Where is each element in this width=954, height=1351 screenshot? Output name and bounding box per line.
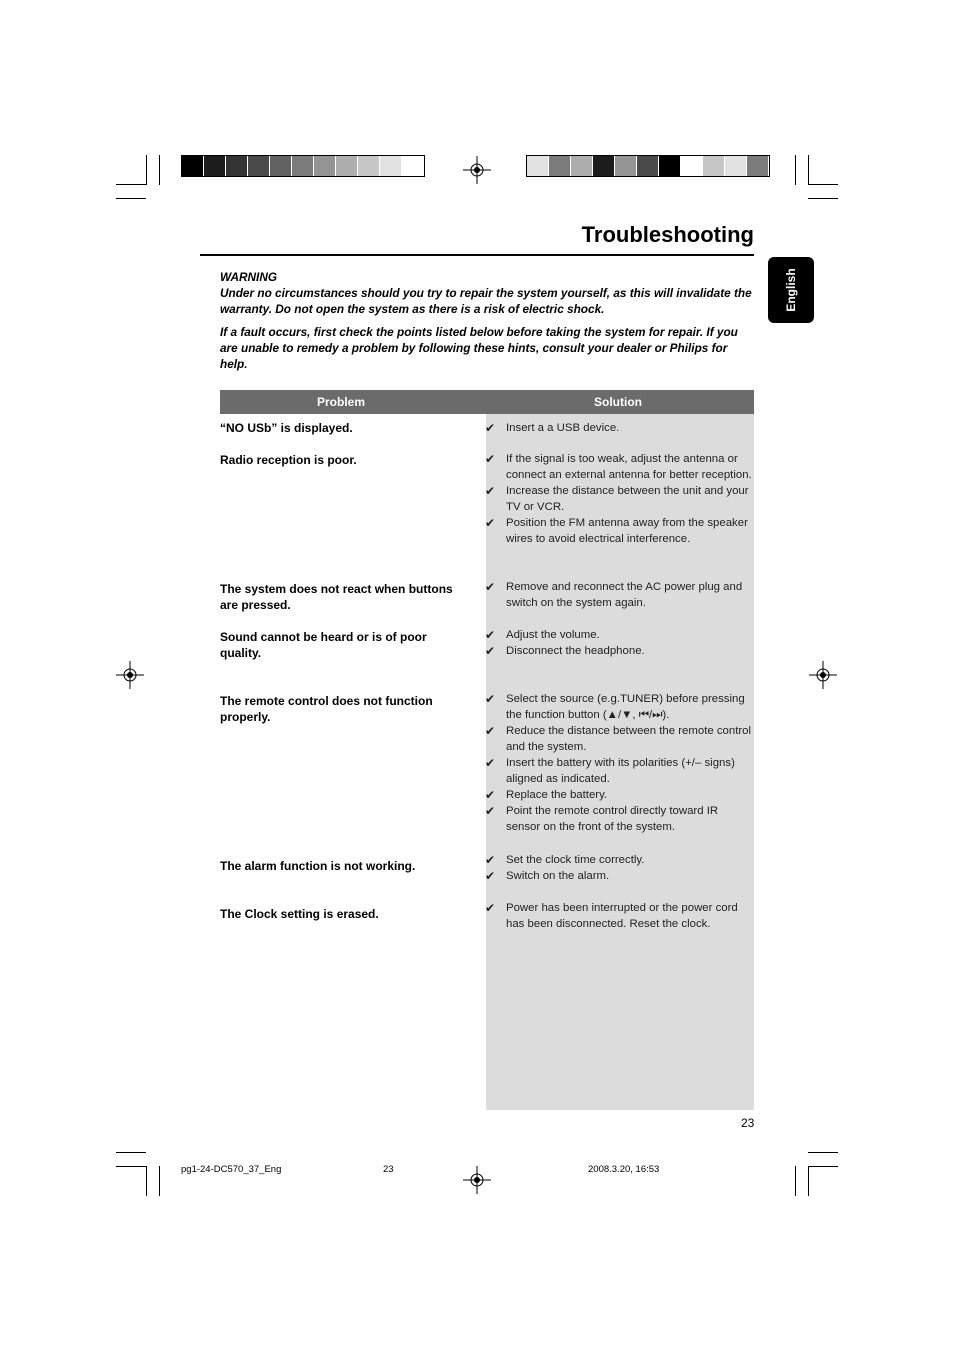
check-icon: ✔ [485,628,496,642]
footer-datetime: 2008.3.20, 16:53 [588,1164,660,1175]
solution-item: ✔ Switch on the alarm. [485,869,610,883]
footer-page: 23 [383,1164,394,1175]
solution-item: ✔ Insert the battery with its polarities (+/– signs) aligned as indicated. [485,756,735,785]
solution-item: ✔ Disconnect the headphone. [485,644,645,658]
problem-text: Sound cannot be heard or is of poor quality. [220,630,427,660]
color-swatch [336,156,358,176]
title-divider [200,254,754,256]
solution-item: ✔ If the signal is too weak, adjust the antenna or connect an external antenna for better reception. [485,452,752,481]
check-icon: ✔ [485,724,496,738]
column-header-problem: Problem [317,395,366,409]
color-swatch [314,156,336,176]
color-swatch [402,156,424,176]
solution-list [485,579,753,611]
solution-list [485,691,753,835]
check-icon: ✔ [485,804,496,818]
color-swatch [292,156,314,176]
solution-item: ✔ Adjust the volume. [485,628,600,642]
solution-item: ✔ Replace the battery. [485,788,608,802]
color-swatch [659,156,681,176]
language-tab-label: English [784,268,798,312]
registration-mark-top [463,156,491,184]
color-swatch [549,156,571,176]
check-icon: ✔ [485,580,496,594]
color-swatch [380,156,402,176]
solution-item: ✔ Select the source (e.g.TUNER) before pressing the function button (▲/▼, ⏮/⏭). [485,692,745,721]
check-icon: ✔ [485,644,496,658]
color-swatch [527,156,549,176]
solution-item: ✔ Insert a a USB device. [485,421,620,435]
registration-mark-right [809,661,837,689]
color-swatch [204,156,226,176]
problem-text: The remote control does not function properly. [220,694,433,724]
color-swatch [637,156,659,176]
warning-body: Under no circumstances should you try to repair the system yourself, as this will invalidate the warranty. Do not open the system as there is a risk of electric shock. [220,286,752,316]
check-icon: ✔ [485,853,496,867]
footer-filename: pg1-24-DC570_37_Eng [181,1164,282,1175]
color-swatch [615,156,637,176]
check-icon: ✔ [485,516,496,530]
check-icon: ✔ [485,869,496,883]
check-icon: ✔ [485,788,496,802]
solution-item: ✔ Point the remote control directly toward IR sensor on the front of the system. [485,804,719,833]
solution-list [485,420,753,436]
problem-text: The system does not react when buttons are pressed. [220,582,453,612]
color-swatch [226,156,248,176]
color-swatch [593,156,615,176]
color-swatch [571,156,593,176]
registration-mark-bottom [463,1166,491,1194]
solution-item: ✔ Power has been interrupted or the power cord has been disconnected. Reset the clock. [485,901,738,930]
color-swatch [182,156,204,176]
check-icon: ✔ [485,421,496,435]
solution-item: ✔ Remove and reconnect the AC power plug and switch on the system again. [485,580,743,609]
color-swatch [358,156,380,176]
page-title: Troubleshooting [581,222,754,247]
color-swatch [270,156,292,176]
check-icon: ✔ [485,692,496,706]
check-icon: ✔ [485,452,496,466]
check-icon: ✔ [485,484,496,498]
problem-text: “NO USb” is displayed. [220,421,353,435]
solution-list [485,852,753,884]
warning-heading: WARNING [220,270,278,284]
table-header [220,390,754,414]
language-tab [768,257,814,323]
color-swatch [703,156,725,176]
solution-list [485,627,753,659]
solution-item: ✔ Set the clock time correctly. [485,853,645,867]
problem-text: Radio reception is poor. [220,453,357,467]
problem-text: The Clock setting is erased. [220,907,379,921]
check-icon: ✔ [485,901,496,915]
solution-item: ✔ Position the FM antenna away from the speaker wires to avoid electrical interference. [485,516,748,545]
color-bar-left [181,155,425,177]
registration-mark-left [116,661,144,689]
color-swatch [747,156,769,176]
solution-list [485,900,753,932]
check-icon: ✔ [485,756,496,770]
color-bar-right [526,155,770,177]
solution-item: ✔ Increase the distance between the unit and your TV or VCR. [485,484,749,513]
problem-text: The alarm function is not working. [220,859,416,873]
color-swatch [248,156,270,176]
color-swatch [725,156,747,176]
solution-item: ✔ Reduce the distance between the remote control and the system. [485,724,752,753]
column-header-solution: Solution [594,395,642,409]
solution-list [485,451,753,547]
warning-advice: If a fault occurs, first check the points listed below before taking the system for repair. If you are unable to remedy a problem by following these hints, consult your dealer or Philips for help. [220,325,738,371]
page-number: 23 [741,1116,755,1130]
color-swatch [681,156,703,176]
